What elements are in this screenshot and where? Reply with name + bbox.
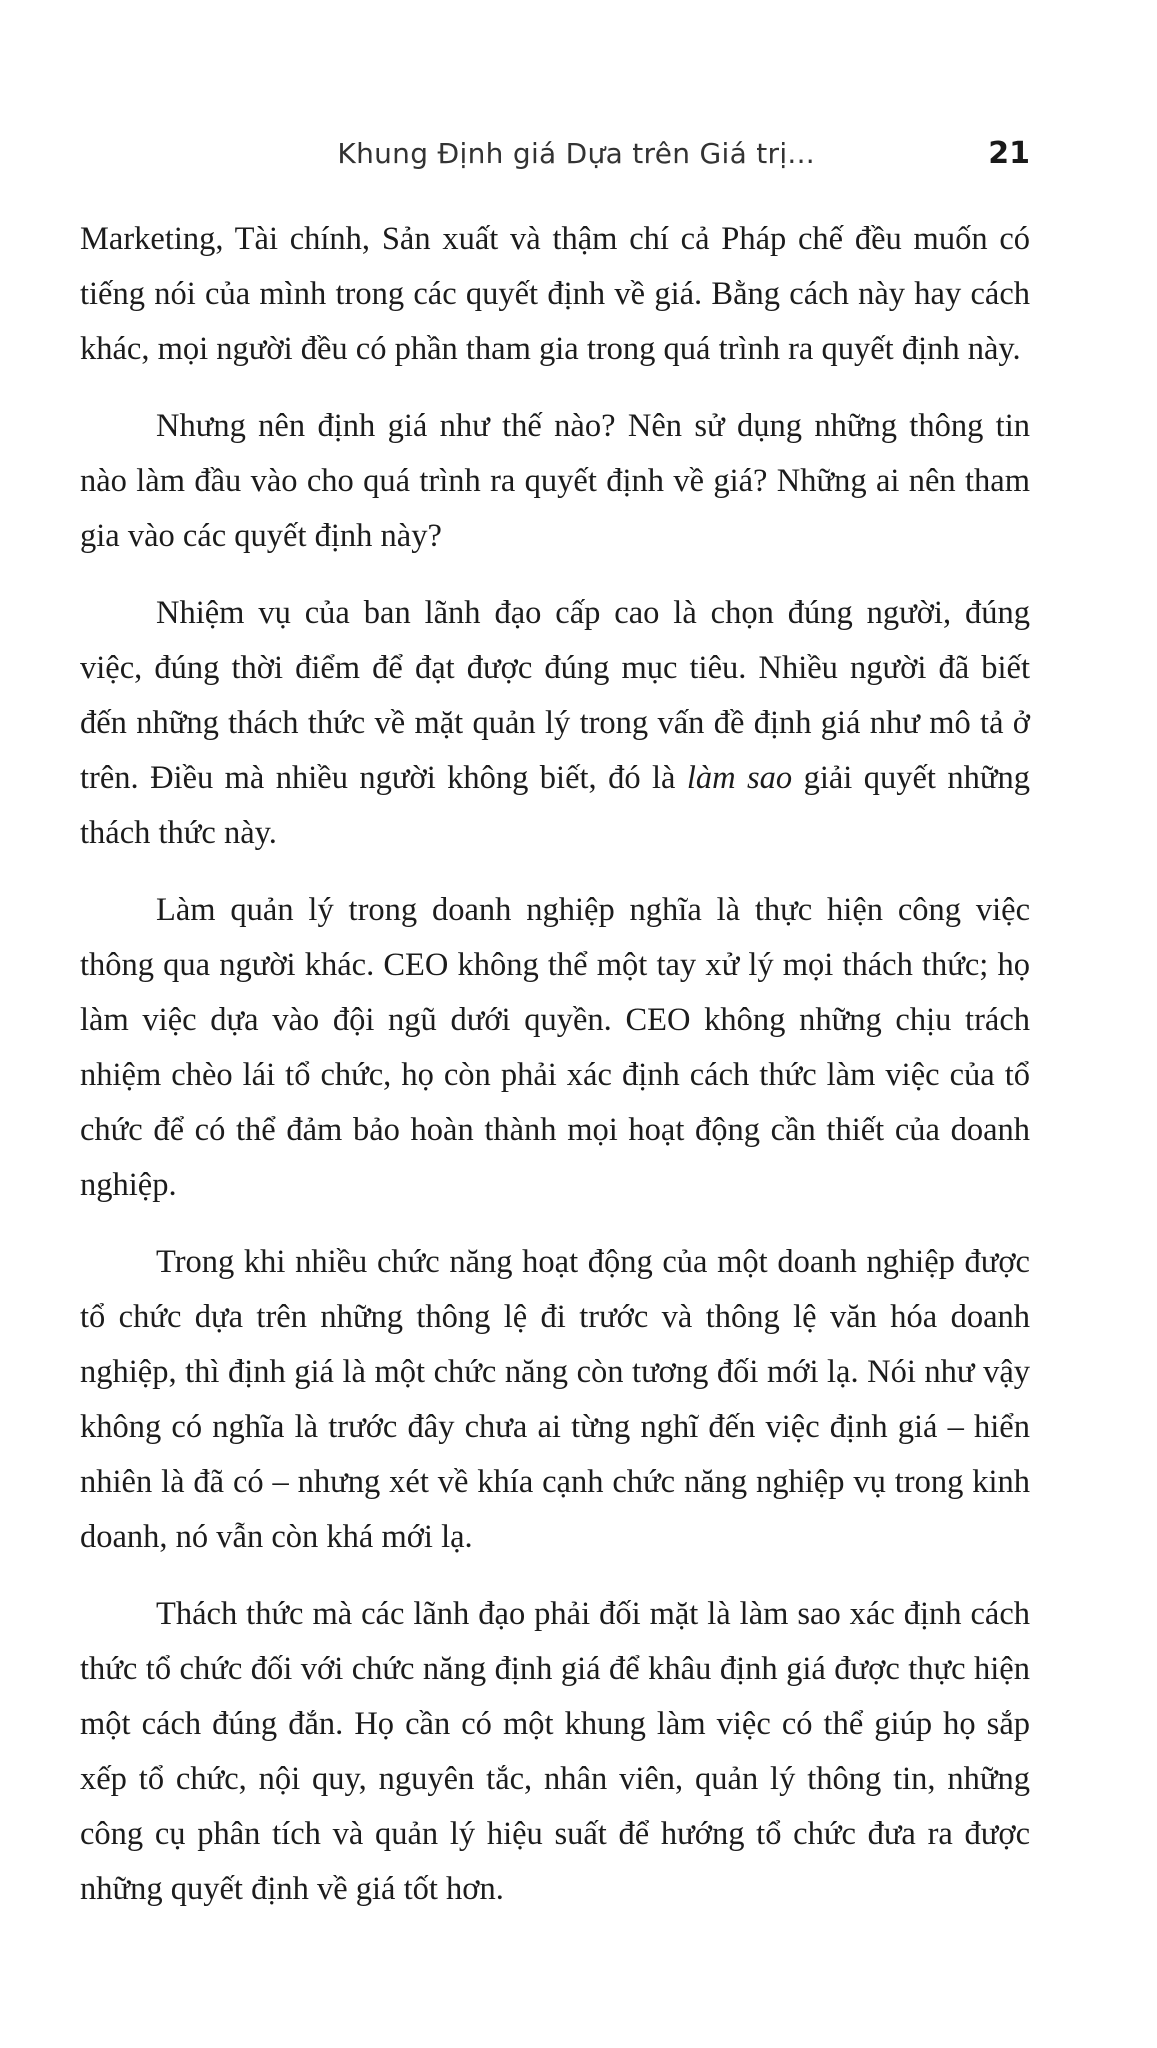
running-header (80, 130, 1030, 178)
paragraph: Thách thức mà các lãnh đạo phải đối mặt là làm sao xác định cách thức tổ chức đối với chức năng định giá để khâu định giá được thực hiện một cách đúng đắn. Họ cần có một khung làm việc có thể giúp họ sắp xếp tổ chức, nội quy, nguyên tắc, nhân viên, quản lý thông tin, những công cụ phân tích và quản lý hiệu suất để hướng tổ chức đưa ra được những quyết định về giá tốt hơn. (80, 1596, 1030, 1907)
chapter-title: Khung Định giá Dựa trên Giá trị... (337, 137, 815, 170)
paragraph-text: Nhiệm vụ của ban lãnh đạo cấp cao là chọn đúng người, đúng việc, đúng thời điểm để đạt được đúng mục tiêu. Nhiều người đã biết đến những thách thức về mặt quản lý trong vấn đề định giá như mô tả ở trên. Điều mà nhiều người không biết, đó là (80, 595, 1030, 796)
paragraph-text: giải quyết những thách thức này. (80, 760, 1030, 851)
paragraph (80, 586, 1030, 861)
paragraph-continued: Marketing, Tài chính, Sản xuất và thậm chí cả Pháp chế đều muốn có tiếng nói của mình trong các quyết định về giá. Bằng cách này hay cách khác, mọi người đều có phần tham gia trong quá trình ra quyết định này. (80, 221, 1030, 367)
page-number: 21 (988, 136, 1030, 171)
paragraph: Nhưng nên định giá như thế nào? Nên sử dụng những thông tin nào làm đầu vào cho quá trình ra quyết định về giá? Những ai nên tham gia vào các quyết định này? (80, 408, 1030, 554)
italic-emphasis: làm sao (686, 760, 793, 796)
paragraph: Trong khi nhiều chức năng hoạt động của một doanh nghiệp được tổ chức dựa trên những thông lệ đi trước và thông lệ văn hóa doanh nghiệp, thì định giá là một chức năng còn tương đối mới lạ. Nói như vậy không có nghĩa là trước đây chưa ai từng nghĩ đến việc định giá – hiển nhiên là đã có – nhưng xét về khía cạnh chức năng nghiệp vụ trong kinh doanh, nó vẫn còn khá mới lạ. (80, 1244, 1030, 1555)
paragraph: Làm quản lý trong doanh nghiệp nghĩa là thực hiện công việc thông qua người khác. CEO không thể một tay xử lý mọi thách thức; họ làm việc dựa vào đội ngũ dưới quyền. CEO không những chịu trách nhiệm chèo lái tổ chức, họ còn phải xác định cách thức làm việc của tổ chức để có thể đảm bảo hoàn thành mọi hoạt động cần thiết của doanh nghiệp. (80, 892, 1030, 1203)
body-text (80, 212, 1030, 1917)
